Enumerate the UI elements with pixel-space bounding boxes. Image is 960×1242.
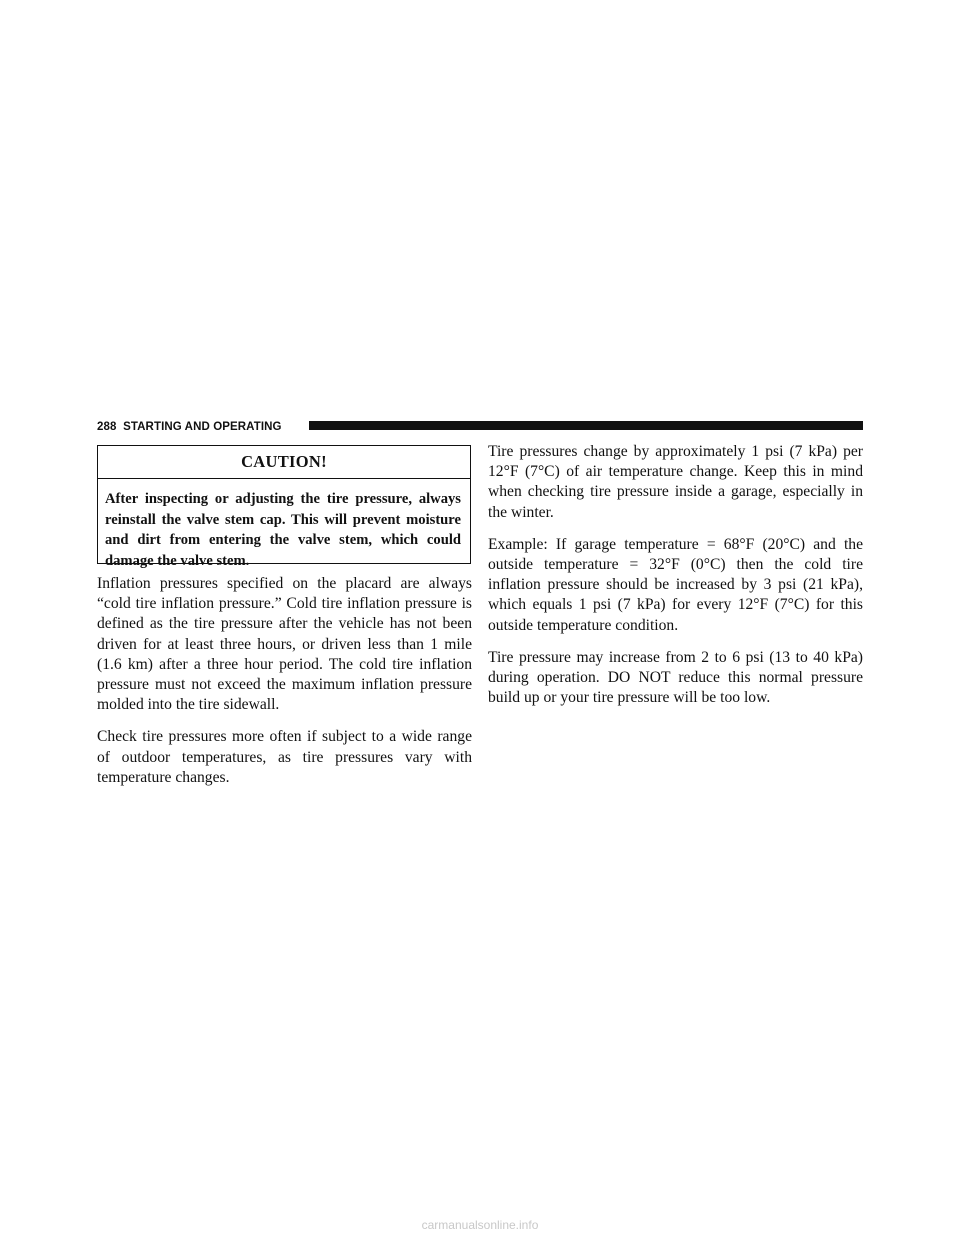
paragraph-check-often: Check tire pressures more often if subject to a wide range of outdoor temperatures, as tire pressures vary with temperature changes. <box>97 728 472 786</box>
page-header <box>97 419 863 435</box>
paragraph-example: Example: If garage temperature = 68°F (20°C) and the outside temperature = 32°F (0°C) then the cold tire inflation pressure should be increased by 3 psi (21 kPa), which equals 1 psi (7 kPa) for every 12°F (7°C) for this outside temperature condition. <box>488 535 863 634</box>
caution-title: CAUTION! <box>98 446 470 479</box>
right-column <box>488 442 863 720</box>
paragraph-operation-increase: Tire pressure may increase from 2 to 6 psi (13 to 40 kPa) during operation. DO NOT reduce this normal pressure build up or your tire pressure will be too low. <box>488 648 863 707</box>
paragraph-pressure-change: Tire pressures change by approximately 1 psi (7 kPa) per 12°F (7°C) of air temperature change. Keep this in mind when checking tire pressure inside a garage, especially in the winter. <box>488 443 863 521</box>
header-label <box>97 420 288 434</box>
page-number: 288 <box>97 421 117 433</box>
caution-box <box>97 445 471 569</box>
caution-body: After inspecting or adjusting the tire pressure, always reinstall the valve stem cap. This will prevent moisture and dirt from entering the valve stem, which could damage the valve stem. <box>105 491 461 569</box>
header-rule <box>309 421 863 430</box>
left-column <box>97 574 472 800</box>
section-title: STARTING AND OPERATING <box>123 421 282 433</box>
paragraph-cold-inflation: Inflation pressures specified on the placard are always “cold tire inflation pressure.” Cold tire inflation pressure is defined as the tire pressure after the vehicle has not been driven for at least three hours, or driven less than 1 mile (1.6 km) after a three hour period. The cold tire inflation pressure must not exceed the maximum inflation pressure molded into the tire sidewall. <box>97 575 472 714</box>
watermark: carmanualsonline.info <box>421 1218 539 1232</box>
